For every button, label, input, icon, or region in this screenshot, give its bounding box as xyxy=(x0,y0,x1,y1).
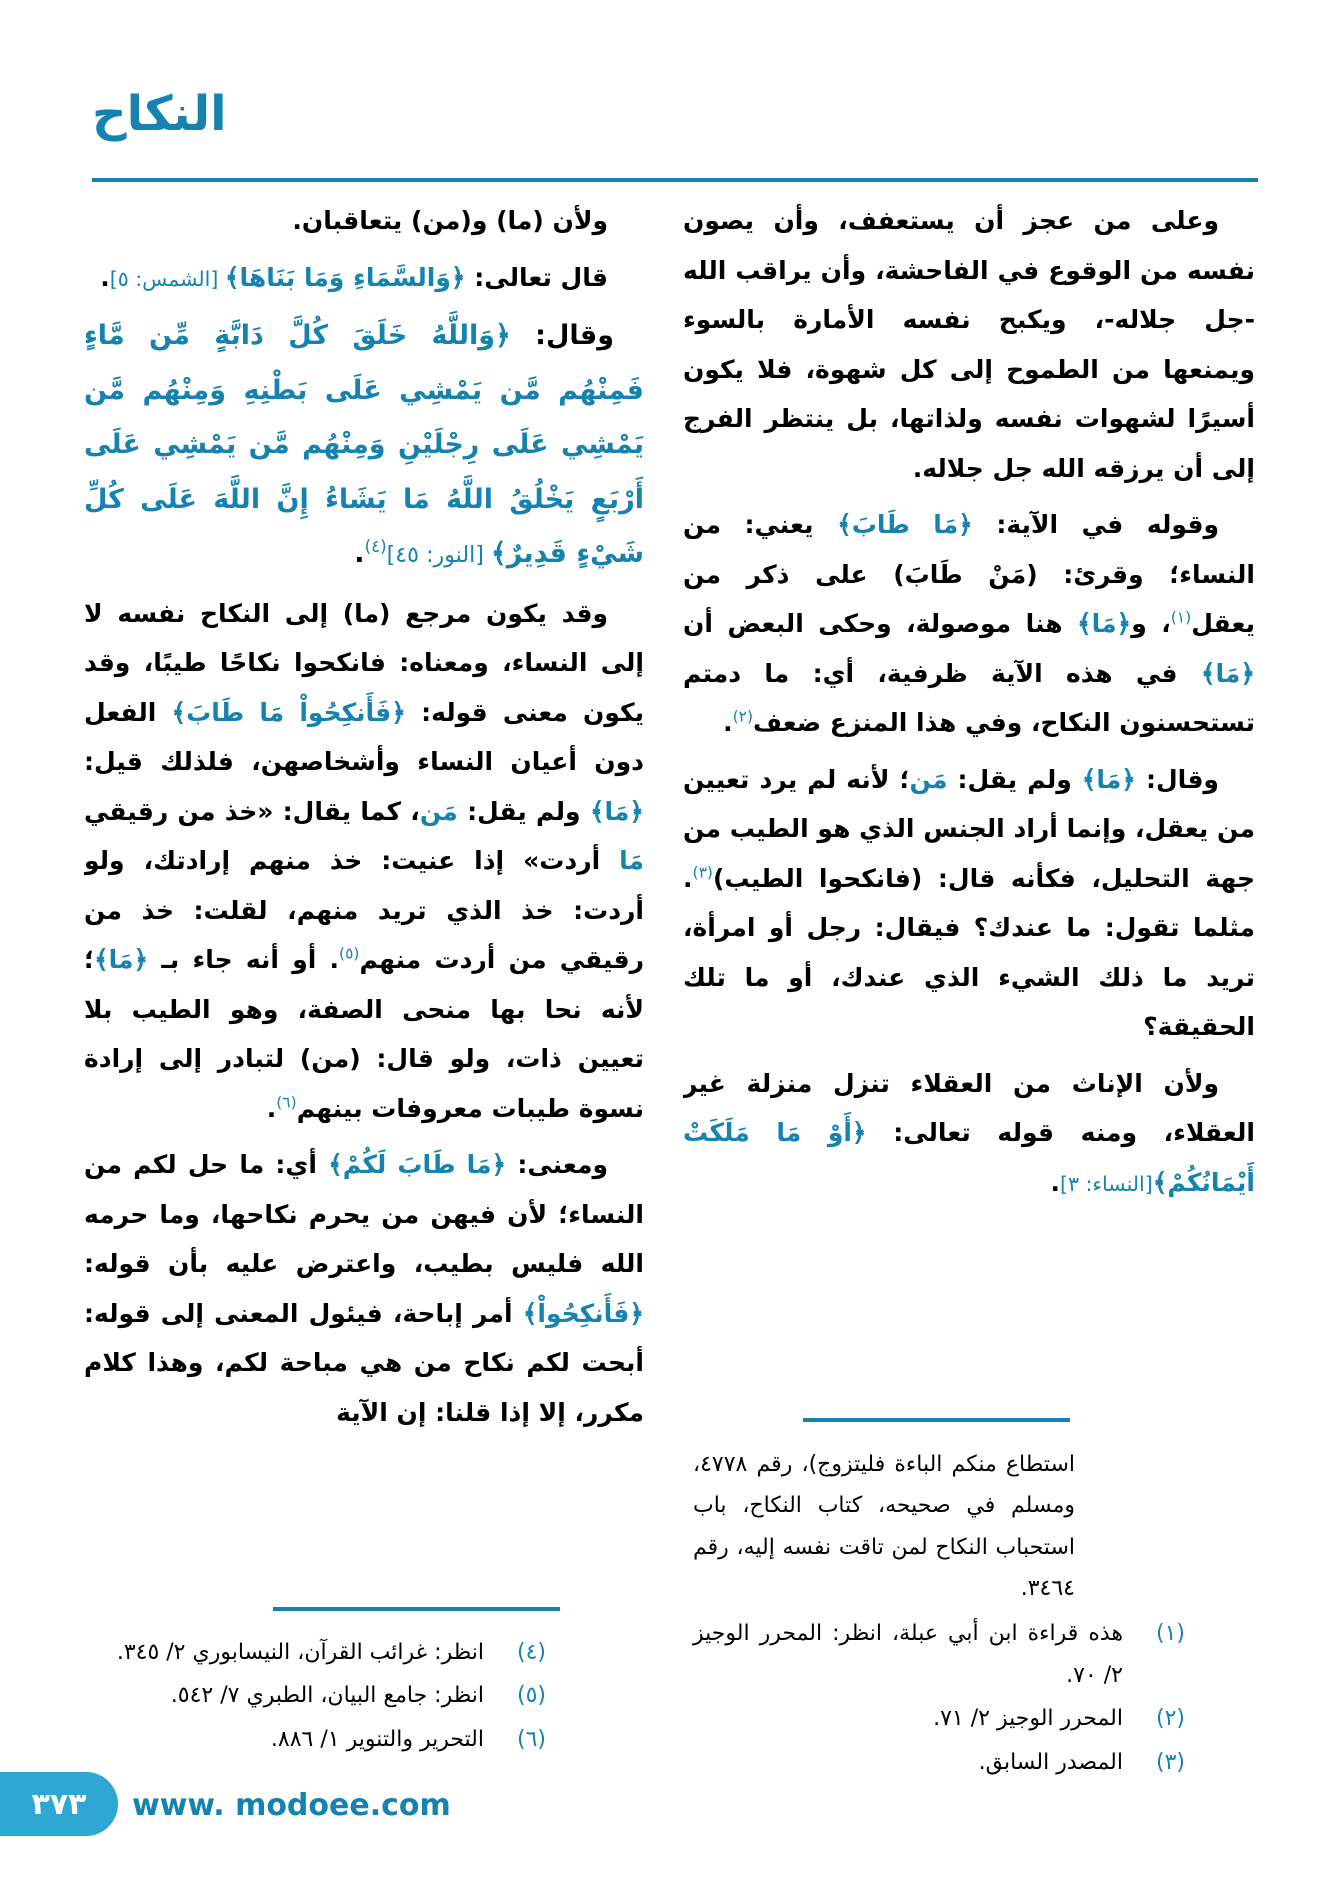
footnote-ref-marker: (٤) xyxy=(364,536,387,557)
highlighted-word: مَا xyxy=(619,846,644,876)
column-right xyxy=(683,196,1255,1890)
chapter-title: النكاح xyxy=(92,86,227,142)
body-text: وقال: xyxy=(510,320,614,351)
footnote-continuation: استطاع منكم الباءة فليتزوج)، رقم ٤٧٧٨، ومسلم في صحيحه، كتاب النكاح، باب استحباب النكاح لمن تاقت نفسه إليه، رقم ٣٤٦٤. xyxy=(693,1452,1075,1602)
quran-quote: ﴿وَالسَّمَاءِ وَمَا بَنَاهَا﴾ xyxy=(224,262,466,292)
footnote-marker: (٥) xyxy=(516,1683,546,1709)
footnote-text: المصدر السابق. xyxy=(978,1749,1123,1775)
body-text: . أو أنه جاء بـ xyxy=(148,945,340,975)
footnote xyxy=(693,1613,1185,1696)
quran-quote: ﴿مَا﴾ xyxy=(1077,609,1132,638)
body-text: في هذه الآية ظرفية، أي: ما دمتم تستحسنون النكاح، وفي هذا المنزع ضعف xyxy=(683,658,1255,737)
footnote xyxy=(693,1698,1185,1739)
quran-quote: ﴿فَأَنكِحُواْ مَا طَابَ﴾ xyxy=(171,697,406,727)
body-text: أي: ما حل لكم من النساء؛ لأن فيهن من يحرم نكاحها، وما حرمه الله فليس بطيب، واعترض عليه بأن قوله: xyxy=(84,1150,644,1279)
body-text: ولم يقل: xyxy=(947,764,1082,794)
body-text: . xyxy=(100,262,110,292)
footnote-separator-right xyxy=(803,1418,1070,1422)
footnote-ref-marker: (٣) xyxy=(692,863,713,882)
body-text: . مثلما تقول: ما عندك؟ فيقال: رجل أو امرأة، تريد ما ذلك الشيء الذي عندك، أو ما تلك الحقيقة؟ xyxy=(683,863,1255,1041)
paragraph xyxy=(683,500,1255,748)
body-text: هنا موصولة، وحكى البعض أن xyxy=(683,609,1078,638)
footnote-marker: (٢) xyxy=(1155,1706,1185,1732)
quran-quote: ﴿مَا﴾ xyxy=(589,796,644,826)
body-text: وقد يكون مرجع (ما) إلى النكاح نفسه لا إلى النساء، ومعناه: فانكحوا نكاحًا طيبًا، وقد يكون معنى قوله: xyxy=(84,598,644,727)
body-text: قال تعالى: xyxy=(465,262,608,292)
body-text: ؛ لأنه نحا بها منحى الصفة، وهو الطيب بلا تعيين ذات، ولو قال: (من) لتبادر إلى إرادة نسوة طيبات معروفات بينهم xyxy=(84,945,644,1123)
body-text: ولأن الإناث من العقلاء تنزل منزلة غير العقلاء، ومنه قوله تعالى: xyxy=(683,1068,1255,1147)
body-text: . xyxy=(266,1093,277,1123)
quran-quote: ﴿وَاللَّهُ خَلَقَ كُلَّ دَابَّةٍ مِّن مَّاءٍ فَمِنْهُم مَّن يَمْشِي عَلَى بَطْنِهِ وَمِنْهُم مَّن يَمْشِي عَلَى رِجْلَيْنِ وَمِنْهُم مَّن يَمْشِي عَلَى أَرْبَعٍ يَخْلُقُ اللَّهُ مَا يَشَاءُ إِنَّ اللَّهَ عَلَى كُلِّ شَيْءٍ قَدِيرٌ﴾ xyxy=(84,320,644,570)
footnote-text: التحرير والتنوير ١/ ٨٨٦. xyxy=(270,1726,484,1752)
footnote-text: انظر: جامع البيان، الطبري ٧/ ٥٤٢. xyxy=(170,1683,484,1709)
footnote-separator-left xyxy=(273,1607,560,1611)
body-text: يعني: من النساء؛ وقرئ: (مَنْ طَابَ) على ذكر من يعقل xyxy=(683,510,1255,638)
highlighted-word: مَن xyxy=(419,796,458,826)
body-text: أردت» إذا عنيت: خذ منهم إرادتك، ولو أردت: خذ الذي تريد منهم، لقلت: خذ من رقيقي من أردت منهم xyxy=(84,846,644,975)
footnote-marker: (٦) xyxy=(516,1726,546,1752)
page-number-badge xyxy=(0,1772,118,1836)
quran-verse-paragraph xyxy=(84,309,644,582)
footnote-marker: (١) xyxy=(1155,1621,1185,1647)
verse-citation: [النور: ٤٥] xyxy=(386,542,491,569)
body-text: الفعل دون أعيان النساء وأشخاصهن، فلذلك قيل: xyxy=(84,697,644,777)
paragraph xyxy=(683,196,1255,493)
body-text: وقال: xyxy=(1135,764,1219,794)
body-text: وعلى من عجز أن يستعفف، وأن يصون نفسه من الوقوع في الفاحشة، وأن يراقب الله -جل جلاله-، ويكبح نفسه الأمارة بالسوء ويمنعها من الطموح إلى كل شهوة، فلا يكون أسيرًا لشهوات نفسه ولذاتها، بل ينتظر الفرج إلى أن يرزقه الله جل جلاله. xyxy=(683,206,1255,483)
footnote xyxy=(84,1632,546,1673)
verse-citation: [الشمس: ٥] xyxy=(109,266,225,291)
paragraph xyxy=(84,196,644,246)
body-text: ، كما يقال: «خذ من رقيقي xyxy=(84,796,420,826)
footnote xyxy=(84,1719,546,1760)
paragraph xyxy=(84,253,644,303)
body-text: وقوله في الآية: xyxy=(972,510,1219,539)
quran-quote: ﴿مَا﴾ xyxy=(1200,658,1255,688)
footnote-marker: (٤) xyxy=(516,1640,546,1665)
header-rule xyxy=(92,178,1258,182)
quran-quote: ﴿مَا طَابَ لَكُمْ﴾ xyxy=(328,1150,507,1180)
paragraph xyxy=(84,589,644,1134)
body-text: ، و xyxy=(1131,609,1171,638)
footnote-text: هذه قراءة ابن أبي عبلة، انظر: المحرر الوجيز ٢/ ٧٠. xyxy=(693,1621,1123,1688)
footnote-marker: (٣) xyxy=(1155,1749,1185,1775)
quran-quote: ﴿مَا﴾ xyxy=(94,945,149,975)
quran-quote: ﴿مَا طَابَ﴾ xyxy=(837,510,973,539)
footnote-text: المحرر الوجيز ٢/ ٧١. xyxy=(933,1706,1123,1732)
footnotes-left xyxy=(84,1632,546,1762)
footnotes-right xyxy=(693,1444,1185,1785)
paragraph xyxy=(683,755,1255,1052)
body-text: . xyxy=(1050,1167,1060,1197)
paragraph xyxy=(683,1059,1255,1208)
paragraph xyxy=(84,1140,644,1437)
quran-quote: ﴿فَأَنكِحُواْ﴾ xyxy=(522,1298,644,1328)
body-text: أمر إباحة، فيئول المعنى إلى قوله: أبحت لكم نكاح من هي مباحة لكم، وهذا كلام مكرر، إلا إذا قلنا: إن الآية xyxy=(84,1298,644,1427)
body-text: ومعنى: xyxy=(506,1150,608,1180)
website-link[interactable]: www. modoee.com xyxy=(132,1788,451,1823)
quran-quote: ﴿مَا﴾ xyxy=(1081,764,1136,794)
column-left-text xyxy=(84,196,644,1444)
footnote-ref-marker: (١) xyxy=(1170,608,1192,627)
body-text: . xyxy=(354,538,365,570)
highlighted-word: مَن xyxy=(909,764,948,794)
footnote-text: انظر: غرائب القرآن، النيسابوري ٢/ ٣٤٥. xyxy=(116,1640,484,1665)
footnote xyxy=(84,1675,546,1716)
column-right-text xyxy=(683,196,1255,1214)
footnote-ref-marker: (٥) xyxy=(339,944,360,963)
verse-citation: [النساء: ٣] xyxy=(1059,1171,1153,1196)
body-text: ؛ لأنه لم يرد تعيين من يعقل، وإنما أراد الجنس الذي هو الطيب من جهة التحليل، فكأنه قال: (فانكحوا الطيب) xyxy=(683,764,1255,893)
body-text: ولأن (ما) و(من) يتعاقبان. xyxy=(292,206,608,235)
column-left xyxy=(84,196,644,1890)
footnote xyxy=(693,1742,1185,1783)
page-number: ٣٧٣ xyxy=(31,1786,87,1822)
footnote-ref-marker: (٢) xyxy=(732,707,754,726)
body-text: . xyxy=(723,708,733,737)
footnote-ref-marker: (٦) xyxy=(276,1093,297,1112)
quran-quote: ﴿أَوْ مَا مَلَكَتْ أَيْمَانُكُمْ﴾ xyxy=(683,1118,1255,1197)
body-text: ولم يقل: xyxy=(457,796,590,826)
